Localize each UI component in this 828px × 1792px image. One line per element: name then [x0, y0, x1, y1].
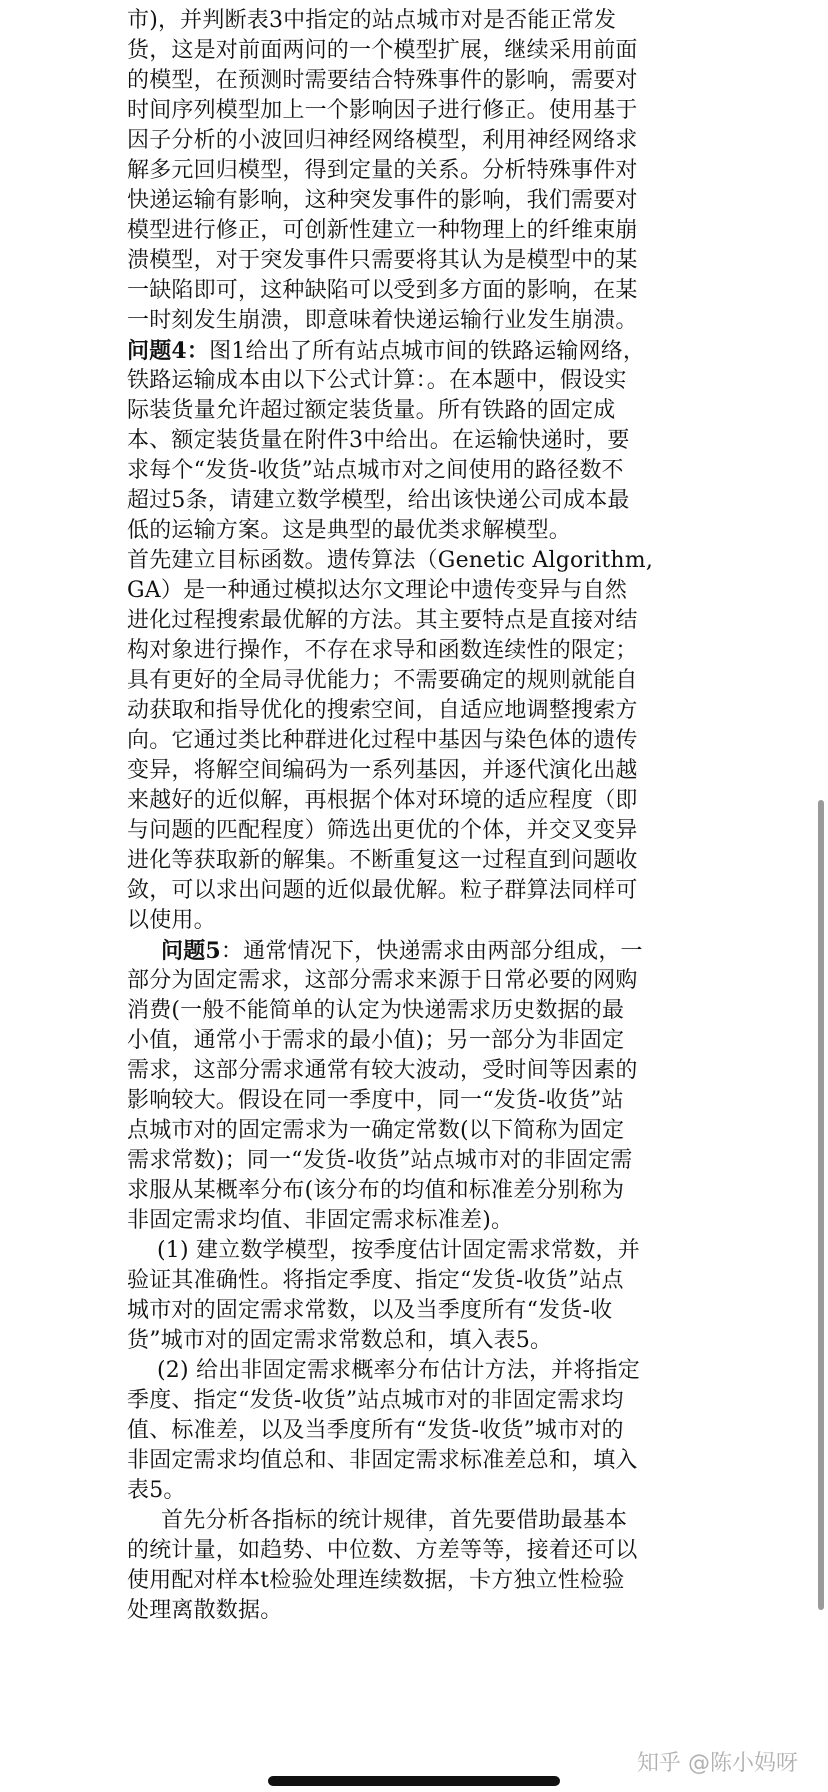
text-line: 需求常数)；同一“发货-收货”站点城市对的非固定需	[127, 1148, 633, 1173]
text-line: 非固定需求均值、非固定需求标准差)。	[127, 1208, 514, 1233]
text-line: 城市对的固定需求常数，以及当季度所有“发货-收	[127, 1298, 613, 1323]
statistics-first-line: 首先分析各指标的统计规律，首先要借助最基本	[161, 1508, 628, 1533]
text-line: 的模型，在预测时需要结合特殊事件的影响，需要对	[127, 68, 638, 93]
text-line: 表5。	[127, 1478, 186, 1503]
text-line: 首先建立目标函数。遗传算法（Genetic Algorithm,	[127, 548, 654, 573]
subquestion-2-first-line: (2) 给出非固定需求概率分布估计方法，并将指定	[157, 1358, 640, 1383]
paragraph-question-5	[127, 936, 711, 1236]
text-line: 部分为固定需求，这部分需求来源于日常必要的网购	[127, 968, 638, 993]
text-line: 具有更好的全局寻优能力；不需要确定的规则就能自	[127, 668, 638, 693]
text-line: 来越好的近似解，再根据个体对环境的适应程度（即	[127, 788, 638, 813]
text-line: 的统计量，如趋势、中位数、方差等等，接着还可以	[127, 1538, 638, 1563]
text-line: 小值，通常小于需求的最小值)；另一部分为非固定	[127, 1028, 625, 1053]
text-line: 铁路运输成本由以下公式计算：。在本题中，假设实	[127, 368, 627, 393]
text-line: 季度、指定“发货-收货”站点城市对的非固定需求均	[127, 1388, 624, 1413]
text-line: 验证其准确性。将指定季度、指定“发货-收货”站点	[127, 1268, 624, 1293]
question-5-first-line: ：通常情况下，快递需求由两部分组成，一	[220, 939, 643, 964]
paragraph-subquestion-2	[127, 1356, 711, 1506]
text-line: 非固定需求均值总和、非固定需求标准差总和，填入	[127, 1448, 638, 1473]
text-line: 一时刻发生崩溃，即意味着快递运输行业发生崩溃。	[127, 308, 638, 333]
paragraph-genetic-algorithm	[127, 546, 711, 936]
text-line: 因子分析的小波回归神经网络模型，利用神经网络求	[127, 128, 638, 153]
text-line: 变异，将解空间编码为一系列基因，并逐代演化出越	[127, 758, 638, 783]
text-line: 超过5条，请建立数学模型，给出该快递公司成本最	[127, 488, 630, 513]
text-line: 值、标准差，以及当季度所有“发货-收货”城市对的	[127, 1418, 624, 1443]
paragraph-subquestion-1	[127, 1236, 711, 1356]
home-indicator[interactable]	[268, 1776, 560, 1786]
text-line: 使用配对样本t检验处理连续数据，卡方独立性检验	[127, 1568, 625, 1593]
subquestion-1-first-line: (1) 建立数学模型，按季度估计固定需求常数，并	[157, 1238, 640, 1263]
scrollbar[interactable]	[818, 800, 824, 1610]
question-4-first-line: 图1给出了所有站点城市间的铁路运输网络，	[209, 339, 646, 364]
text-line: 影响较大。假设在同一季度中，同一“发货-收货”站	[127, 1088, 624, 1113]
text-line: 向。它通过类比种群进化过程中基因与染色体的遗传	[127, 728, 638, 753]
text-line: 处理离散数据。	[127, 1598, 283, 1623]
article-text	[127, 6, 711, 1626]
text-line: 敛，可以求出问题的近似最优解。粒子群算法同样可	[127, 878, 638, 903]
question-5-label: 问题5	[161, 938, 221, 964]
text-line: GA）是一种通过模拟达尔文理论中遗传变异与自然	[127, 578, 628, 603]
text-line: 以使用。	[127, 908, 216, 933]
text-line: 低的运输方案。这是典型的最优类求解模型。	[127, 518, 572, 543]
text-line: 本、额定装货量在附件3中给出。在运输快递时，要	[127, 428, 630, 453]
zhihu-watermark: 知乎 @陈小妈呀	[637, 1751, 798, 1776]
text-line: 解多元回归模型，得到定量的关系。分析特殊事件对	[127, 158, 638, 183]
text-line: 模型进行修正，可创新性建立一种物理上的纤维束崩	[127, 218, 638, 243]
question-4-label: 问题4：	[127, 338, 210, 364]
text-line: 求每个“发货-收货”站点城市对之间使用的路径数不	[127, 458, 624, 483]
text-line: 进化等获取新的解集。不断重复这一过程直到问题收	[127, 848, 638, 873]
text-line: 动获取和指导优化的搜索空间，自适应地调整搜索方	[127, 698, 638, 723]
text-line: 快递运输有影响，这种突发事件的影响，我们需要对	[127, 188, 638, 213]
text-line: 一缺陷即可，这种缺陷可以受到多方面的影响，在某	[127, 278, 638, 303]
text-line: 进化过程搜索最优解的方法。其主要特点是直接对结	[127, 608, 638, 633]
text-line: 时间序列模型加上一个影响因子进行修正。使用基于	[127, 98, 638, 123]
paragraph-statistics	[127, 1506, 711, 1626]
text-line: 需求，这部分需求通常有较大波动，受时间等因素的	[127, 1058, 638, 1083]
text-line: 际装货量允许超过额定装货量。所有铁路的固定成	[127, 398, 616, 423]
text-line: 溃模型，对于突发事件只需要将其认为是模型中的某	[127, 248, 638, 273]
text-line: 消费(一般不能简单的认定为快递需求历史数据的最	[127, 998, 625, 1023]
text-line: 货，这是对前面两问的一个模型扩展，继续采用前面	[127, 38, 638, 63]
paragraph-model-extension	[127, 6, 711, 336]
text-line: 点城市对的固定需求为一确定常数(以下简称为固定	[127, 1118, 625, 1143]
text-line: 市)，并判断表3中指定的站点城市对是否能正常发	[127, 8, 617, 33]
text-line: 求服从某概率分布(该分布的均值和标准差分别称为	[127, 1178, 625, 1203]
paragraph-question-4	[127, 336, 711, 546]
text-line: 货”城市对的固定需求常数总和，填入表5。	[127, 1328, 553, 1353]
text-line: 构对象进行操作，不存在求导和函数连续性的限定；	[127, 638, 638, 663]
text-line: 与问题的匹配程度）筛选出更优的个体，并交叉变异	[127, 818, 638, 843]
